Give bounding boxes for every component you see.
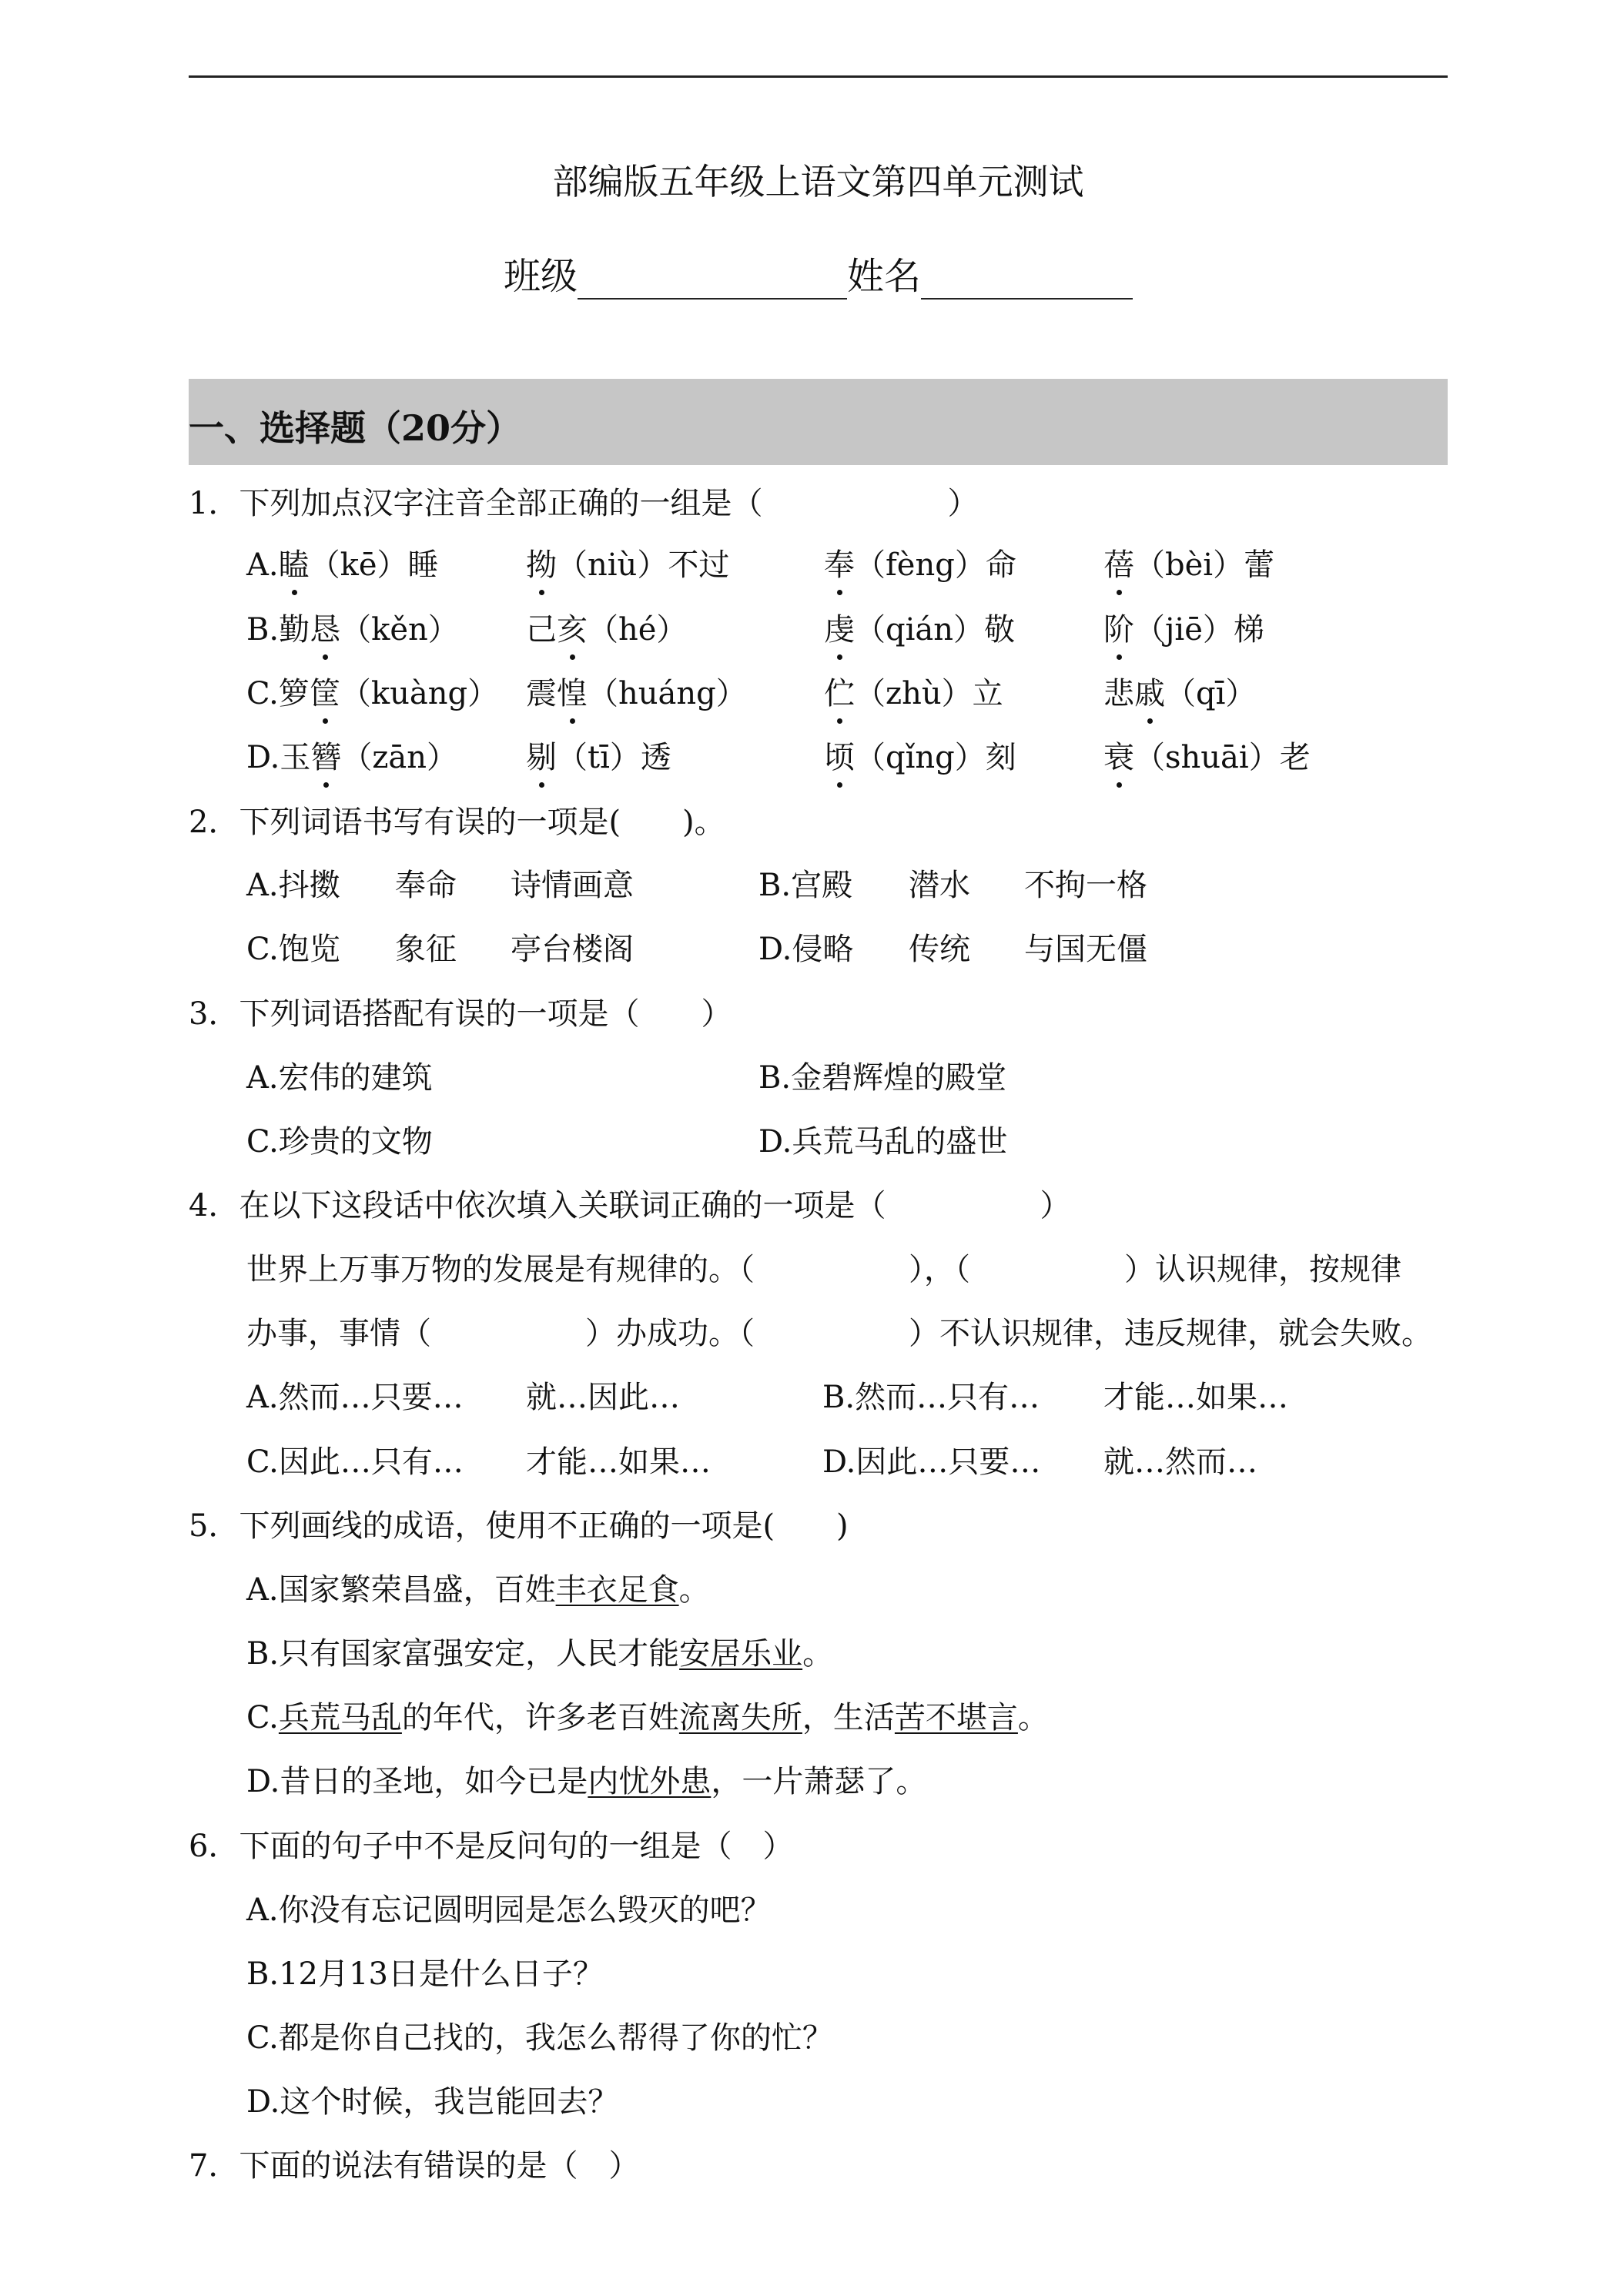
underlined-idiom: 安居乐业 xyxy=(679,1636,803,1672)
q4-option-d-rest: 就…然而… xyxy=(1103,1444,1257,1480)
q5-option-c[interactable]: C.兵荒马乱的年代，许多老百姓流离失所，生活苦不堪言。 xyxy=(246,1700,1049,1735)
q3-option-c[interactable]: C.珍贵的文物 xyxy=(246,1124,433,1160)
q1-item: 剔（tī）透 xyxy=(526,733,671,777)
q1-option[interactable]: D.玉簪（zān） xyxy=(246,733,457,777)
q1-option[interactable]: C.箩筐（kuàng） xyxy=(246,669,498,713)
q1-option[interactable]: A.瞌（kē）睡 xyxy=(246,541,439,584)
q1-item: 蓓（bèi）蕾 xyxy=(1103,541,1274,584)
q2-option-c[interactable]: C.饱览 xyxy=(246,932,340,967)
q1-item: 顷（qǐng）刻 xyxy=(824,733,1016,777)
q1-item: 己亥（hé） xyxy=(526,605,687,649)
q4-option-d[interactable]: D.因此…只要… xyxy=(822,1444,1041,1480)
q4-option-b[interactable]: B.然而…只有… xyxy=(822,1380,1040,1415)
q1-option[interactable]: B.勤恳（kěn） xyxy=(246,605,459,649)
underlined-idiom: 流离失所 xyxy=(678,1700,802,1735)
underlined-idiom: 兵荒马乱 xyxy=(278,1700,402,1735)
page-title: 部编版五年级上语文第四单元测试 xyxy=(552,161,1084,202)
class-label: 班级 xyxy=(503,255,578,298)
underlined-idiom: 苦不堪言 xyxy=(894,1700,1018,1735)
q2-word: 奉命 xyxy=(395,868,457,903)
q6-option-b[interactable]: B.12月13日是什么日子？ xyxy=(246,1956,604,1992)
q2-word: 不拘一格 xyxy=(1024,868,1147,903)
q1-item: 伫（zhù）立 xyxy=(824,669,1003,713)
q2-option-b[interactable]: B.宫殿 xyxy=(758,868,853,903)
q3-option-d[interactable]: D.兵荒马乱的盛世 xyxy=(758,1124,1008,1160)
question-7-stem: 7．下面的说法有错误的是（ ） xyxy=(189,2148,640,2184)
q4-passage-line-2: 办事，事情（ ）办成功。（ ）不认识规律，违反规律，就会失败。 xyxy=(246,1316,1432,1351)
question-5-stem: 5．下列画线的成语，使用不正确的一项是( ) xyxy=(189,1508,849,1544)
q1-item: 虔（qián）敬 xyxy=(824,605,1015,649)
q2-word: 传统 xyxy=(909,932,970,967)
q4-passage-line-1: 世界上万事万物的发展是有规律的。（ ），（ ）认识规律，按规律 xyxy=(246,1252,1401,1287)
underlined-idiom: 内忧外患 xyxy=(588,1764,712,1799)
q2-word: 潜水 xyxy=(909,868,970,903)
q2-option-d[interactable]: D.侵略 xyxy=(758,932,854,967)
name-label: 姓名 xyxy=(847,255,922,298)
q5-option-a[interactable]: A.国家繁荣昌盛，百姓丰衣足食。 xyxy=(246,1572,710,1608)
q1-item: 震惶（huáng） xyxy=(526,669,747,713)
q6-option-a[interactable]: A.你没有忘记圆明园是怎么毁灭的吧？ xyxy=(246,1893,772,1928)
q4-option-a[interactable]: A.然而…只要… xyxy=(246,1380,464,1415)
section-heading: 一、选择题（20分） xyxy=(189,407,522,449)
question-1-stem: 1．下列加点汉字注音全部正确的一组是（ ） xyxy=(189,486,979,521)
q4-option-b-rest: 才能…如果… xyxy=(1103,1380,1288,1415)
q5-option-b[interactable]: B.只有国家富强安定，人民才能安居乐业。 xyxy=(246,1636,834,1672)
q6-option-d[interactable]: D.这个时候，我岂能回去？ xyxy=(246,2084,619,2120)
q1-item: 拗（niù）不过 xyxy=(526,541,729,584)
underlined-idiom: 丰衣足食 xyxy=(555,1572,679,1608)
question-4-stem: 4．在以下这段话中依次填入关联词正确的一项是（ ） xyxy=(189,1188,1071,1223)
q3-option-b[interactable]: B.金碧辉煌的殿堂 xyxy=(758,1060,1007,1096)
q2-word: 诗情画意 xyxy=(511,868,634,903)
q2-word: 与国无僵 xyxy=(1024,932,1147,967)
q2-word: 象征 xyxy=(395,932,457,967)
q1-item: 悲戚（qī） xyxy=(1103,669,1256,713)
q3-option-a[interactable]: A.宏伟的建筑 xyxy=(246,1060,433,1096)
name-blank[interactable] xyxy=(921,255,1133,300)
q1-item: 阶（jiē）梯 xyxy=(1103,605,1264,649)
q4-option-c[interactable]: C.因此…只有… xyxy=(246,1444,464,1480)
q1-item: 衰（shuāi）老 xyxy=(1103,733,1311,777)
q6-option-c[interactable]: C.都是你自己找的，我怎么帮得了你的忙？ xyxy=(246,2020,833,2056)
question-3-stem: 3．下列词语搭配有误的一项是（ ） xyxy=(189,996,732,1032)
question-6-stem: 6．下面的句子中不是反问句的一组是（ ） xyxy=(189,1829,794,1864)
q2-word: 亭台楼阁 xyxy=(511,932,634,967)
top-rule xyxy=(189,75,1448,78)
q5-option-d[interactable]: D.昔日的圣地，如今已是内忧外患，一片萧瑟了。 xyxy=(246,1764,927,1799)
section-heading-bar xyxy=(189,379,1448,465)
question-2-stem: 2．下列词语书写有误的一项是( )。 xyxy=(189,805,725,840)
student-info-line xyxy=(189,246,1448,300)
q4-option-c-rest: 才能…如果… xyxy=(526,1444,711,1480)
q4-option-a-rest: 就…因此… xyxy=(526,1380,680,1415)
class-blank[interactable] xyxy=(578,255,847,300)
q2-option-a[interactable]: A.抖擞 xyxy=(246,868,340,903)
q1-item: 奉（fèng）命 xyxy=(824,541,1016,584)
